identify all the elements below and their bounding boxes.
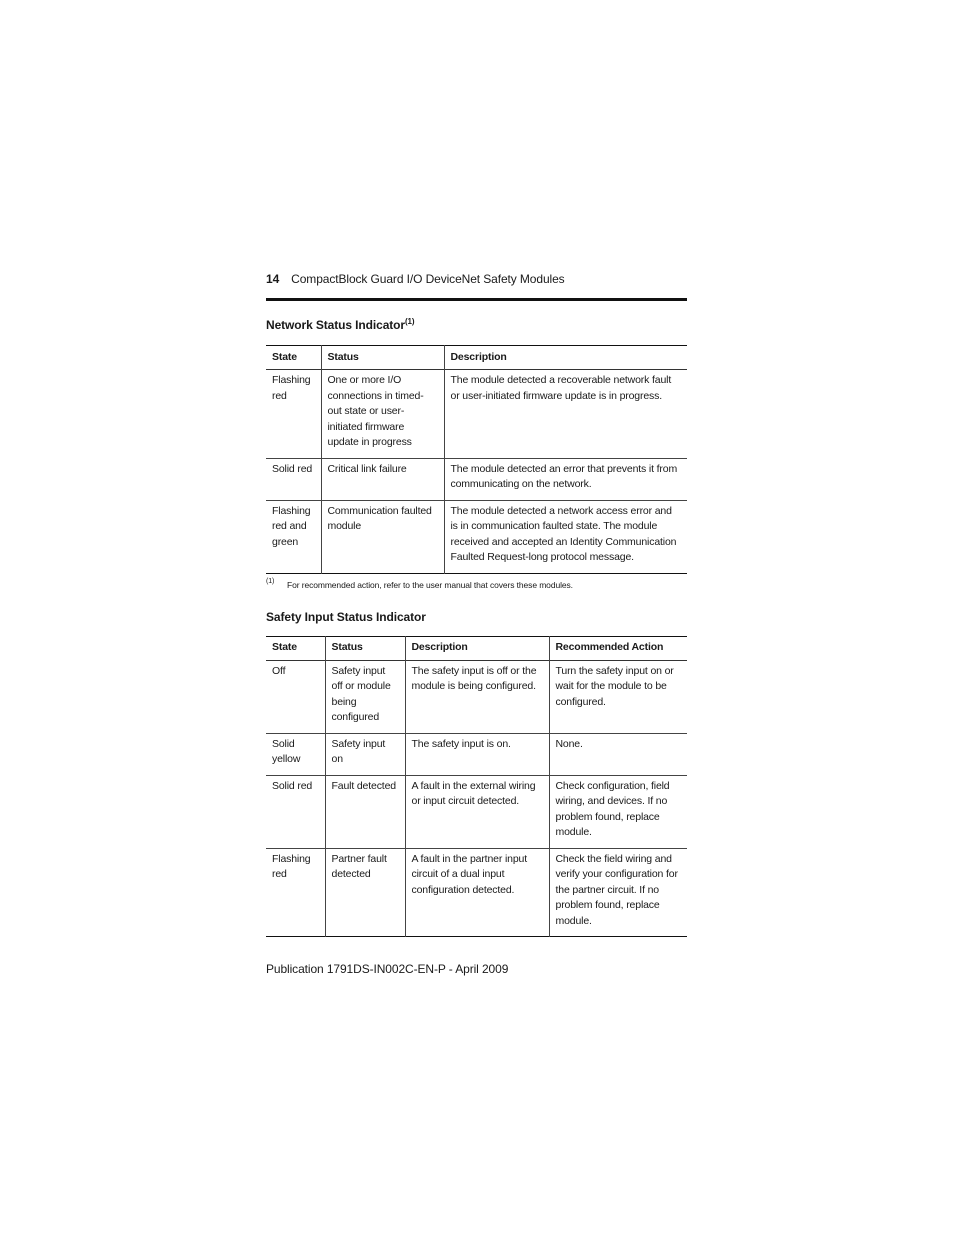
network-status-heading-text: Network Status Indicator (266, 318, 405, 332)
column-header-description: Description (405, 636, 549, 660)
action-cell: Turn the safety input on or wait for the module to be configured. (549, 660, 687, 733)
footnote-text: For recommended action, refer to the user manual that covers these modules. (287, 579, 573, 590)
table-row (266, 775, 687, 848)
header-rule (266, 298, 687, 301)
safety-input-heading: Safety Input Status Indicator (266, 609, 426, 624)
state-cell: Flashing red (272, 374, 311, 402)
column-header-status: Status (321, 346, 444, 370)
state-cell: Solid yellow (272, 737, 301, 765)
state-cell: Solid red (272, 462, 313, 475)
table-row (266, 848, 687, 937)
action-cell: Check configuration, field wiring, and devices. If no problem found, replace module. (549, 775, 687, 848)
description-cell: The module detected a network access error and is in communication faulted state. The module received and accepted an Identity Communication Faulted Request-long protocol message. (444, 500, 687, 573)
table-header-row (266, 636, 687, 660)
description-cell: A fault in the partner input circuit of a dual input configuration detected. (405, 848, 549, 937)
safety-input-table (266, 636, 687, 938)
table-header-row (266, 346, 687, 370)
description-cell: The module detected a recoverable network fault or user-initiated firmware update is in progress. (444, 370, 687, 459)
status-cell: Safety input on (325, 733, 405, 775)
column-header-state: State (272, 350, 297, 363)
description-cell: The safety input is on. (405, 733, 549, 775)
running-header (266, 272, 687, 294)
footnote (266, 577, 687, 590)
description-cell: The safety input is off or the module is being configured. (405, 660, 549, 733)
network-status-heading (266, 318, 687, 332)
network-status-table (266, 345, 687, 574)
status-cell: Fault detected (325, 775, 405, 848)
page-content (266, 272, 687, 937)
table-row (266, 458, 687, 500)
column-header-description: Description (444, 346, 687, 370)
description-cell: The module detected an error that prevents it from communicating on the network. (444, 458, 687, 500)
status-cell: Partner fault detected (325, 848, 405, 937)
description-cell: A fault in the external wiring or input circuit detected. (405, 775, 549, 848)
table-row (266, 370, 687, 459)
action-cell: Check the field wiring and verify your configuration for the partner circuit. If no problem found, replace module. (549, 848, 687, 937)
table-row (266, 733, 687, 775)
page-number: 14 (266, 272, 280, 286)
state-cell: Flashing red (272, 852, 311, 880)
publication-footer: Publication 1791DS-IN002C-EN-P - April 2009 (266, 962, 509, 976)
state-cell: Flashing red and green (272, 504, 311, 548)
table-row (266, 660, 687, 733)
column-header-status: Status (325, 636, 405, 660)
state-cell: Solid red (272, 779, 313, 792)
state-cell: Off (272, 664, 286, 677)
footnote-reference: (1) (404, 317, 415, 326)
document-title: CompactBlock Guard I/O DeviceNet Safety Modules (291, 272, 565, 286)
column-header-recommended-action: Recommended Action (549, 636, 687, 660)
table-row (266, 500, 687, 573)
column-header-state: State (272, 641, 297, 654)
footnote-mark: (1) (266, 577, 275, 585)
status-cell: One or more I/O connections in timed-out state or user-initiated firmware update in progress (321, 370, 444, 459)
action-cell: None. (549, 733, 687, 775)
status-cell: Critical link failure (321, 458, 444, 500)
status-cell: Communication faulted module (321, 500, 444, 573)
status-cell: Safety input off or module being configured (325, 660, 405, 733)
